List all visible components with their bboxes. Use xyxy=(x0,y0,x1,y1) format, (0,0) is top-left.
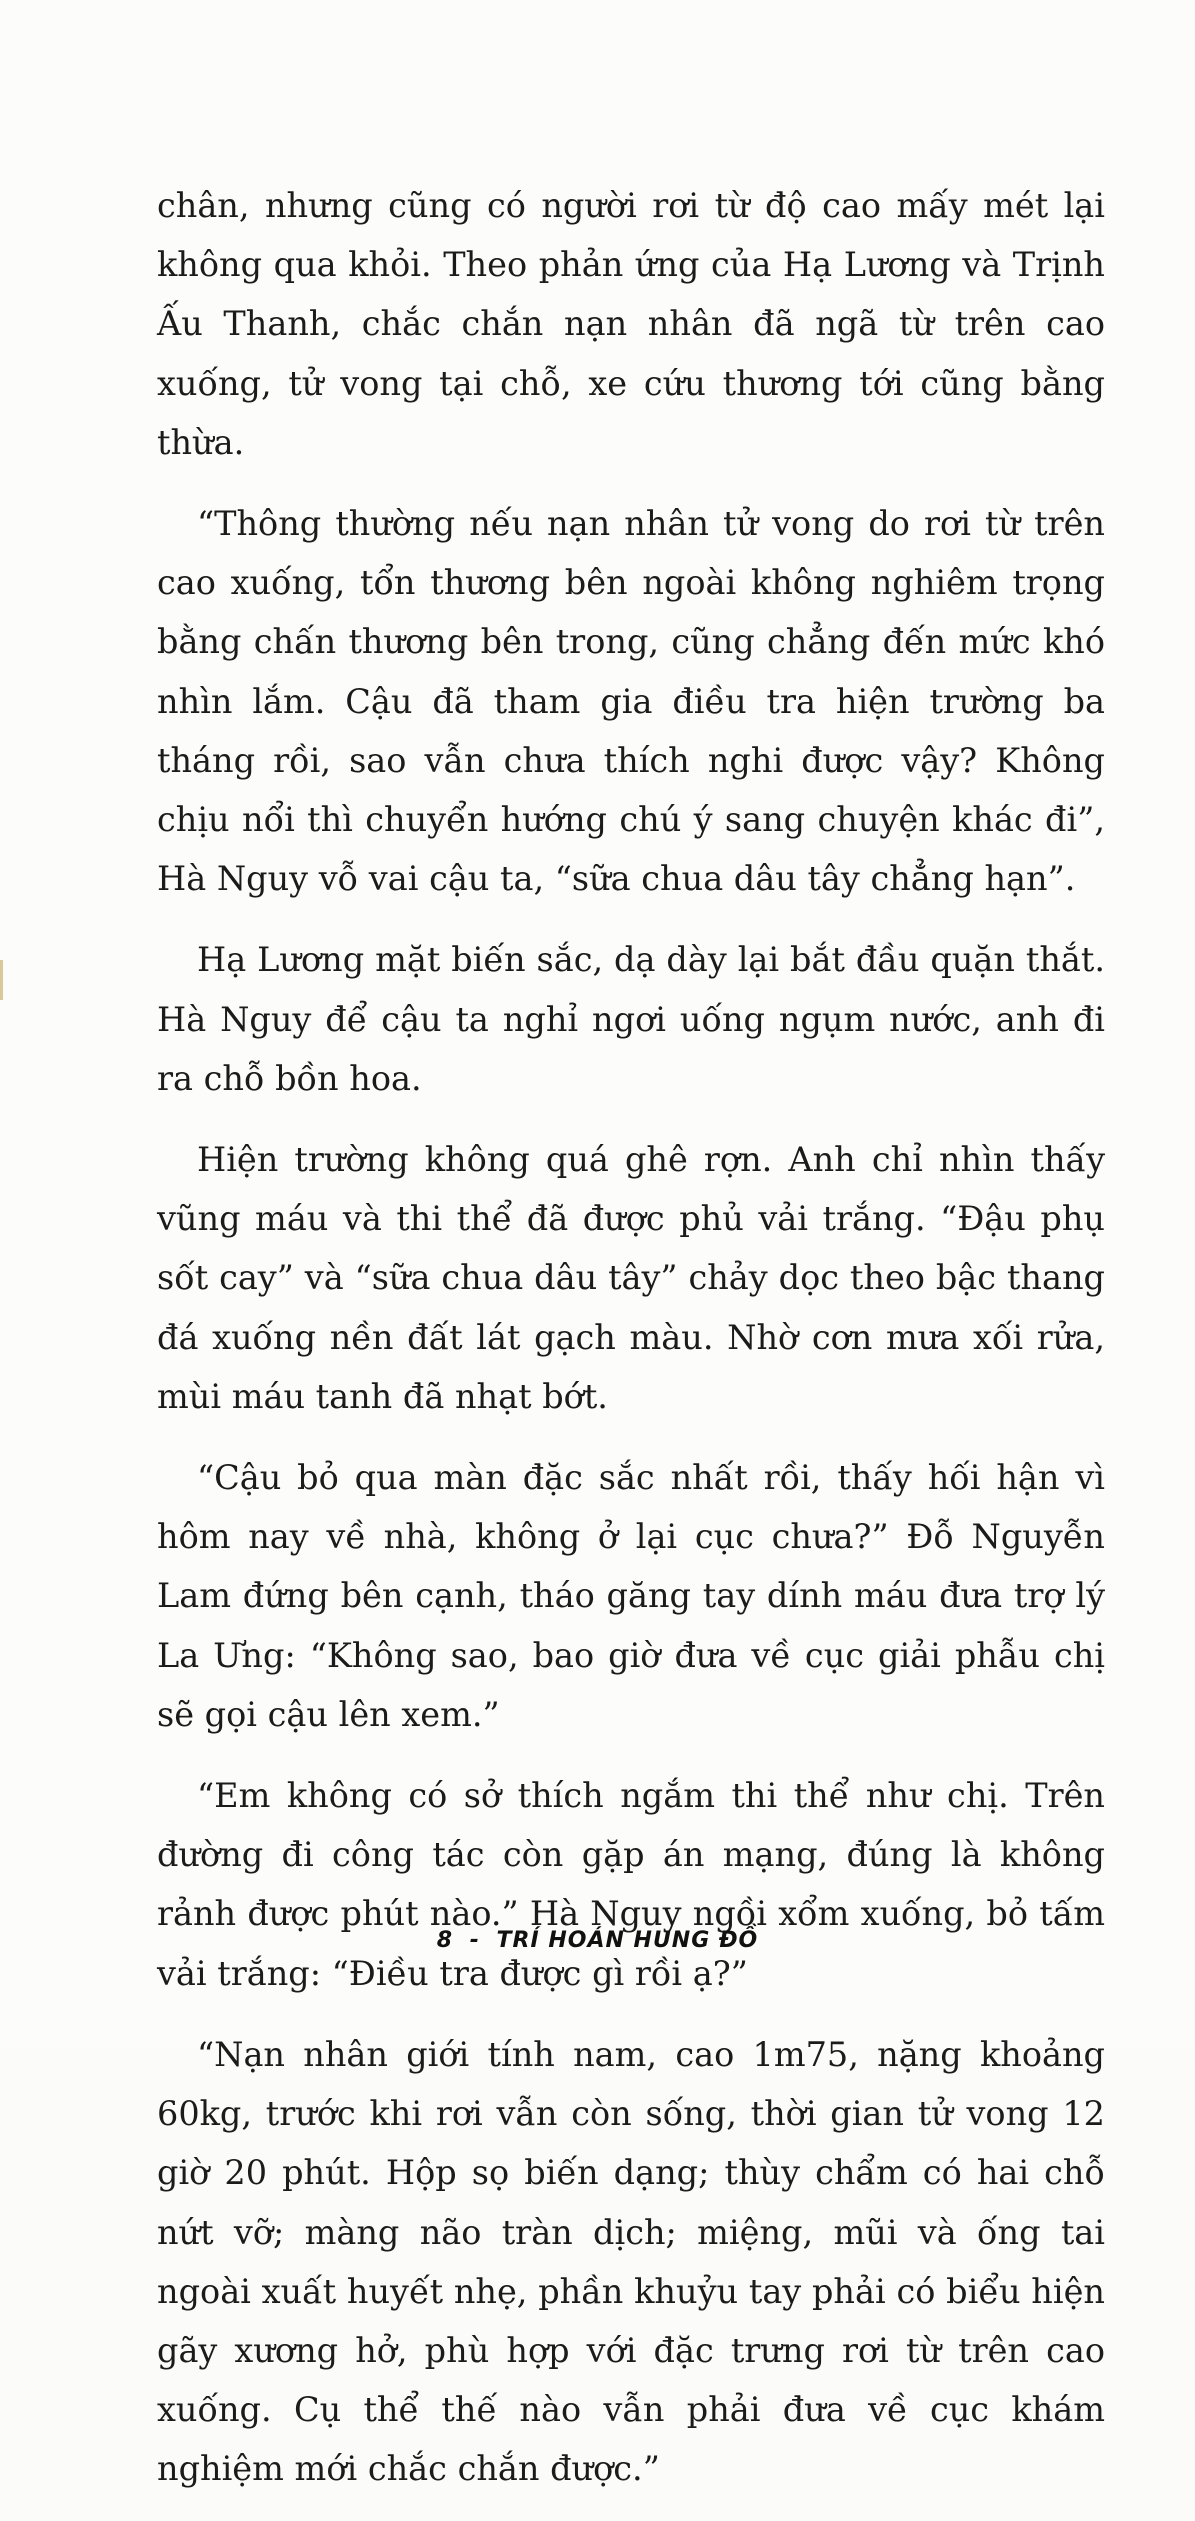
page-number: 8 xyxy=(436,1928,454,1953)
paragraph-7: “Nạn nhân giới tính nam, cao 1m75, nặng khoảng 60kg, trước khi rơi vẫn còn sống, thời gian tử vong 12 giờ 20 phút. Hộp sọ biến dạng; thùy chẩm có hai chỗ nứt vỡ; màng não tràn dịch; miệng, mũi và ống tai ngoài xuất huyết nhẹ, phần khuỷu tay phải có biểu hiện gãy xương hở, phù hợp với đặc trưng rơi từ trên cao xuống. Cụ thể thế nào vẫn phải đưa về cục khám nghiệm mới chắc chắn được.” xyxy=(157,2034,1105,2489)
page-footer xyxy=(0,1928,1195,1953)
book-title: TRÍ HOÁN HUNG ĐỒ xyxy=(496,1928,759,1953)
paragraph-4: Hiện trường không quá ghê rợn. Anh chỉ nhìn thấy vũng máu và thi thể đã được phủ vải trắng. “Đậu phụ sốt cay” và “sữa chua dâu tây” chảy dọc theo bậc thang đá xuống nền đất lát gạch màu. Nhờ cơn mưa xối rửa, mùi máu tanh đã nhạt bớt. xyxy=(157,1140,1105,1416)
paragraph-1: chân, nhưng cũng có người rơi từ độ cao mấy mét lại không qua khỏi. Theo phản ứng của Hạ Lương và Trịnh Ấu Thanh, chắc chắn nạn nhân đã ngã từ trên cao xuống, tử vong tại chỗ, xe cứu thương tới cũng bằng thừa. xyxy=(157,186,1105,462)
page-edge-mark xyxy=(0,960,3,1000)
paragraph-3: Hạ Lương mặt biến sắc, dạ dày lại bắt đầu quặn thắt. Hà Nguy để cậu ta nghỉ ngơi uống ngụm nước, anh đi ra chỗ bồn hoa. xyxy=(157,940,1105,1098)
body-text xyxy=(157,176,1105,2521)
paragraph-2: “Thông thường nếu nạn nhân tử vong do rơi từ trên cao xuống, tổn thương bên ngoài không nghiêm trọng bằng chấn thương bên trong, cũng chẳng đến mức khó nhìn lắm. Cậu đã tham gia điều tra hiện trường ba tháng rồi, sao vẫn chưa thích nghi được vậy? Không chịu nổi thì chuyển hướng chú ý sang chuyện khác đi”, Hà Nguy vỗ vai cậu ta, “sữa chua dâu tây chẳng hạn”. xyxy=(157,504,1105,899)
footer-separator: - xyxy=(469,1928,480,1953)
paragraph-5: “Cậu bỏ qua màn đặc sắc nhất rồi, thấy hối hận vì hôm nay về nhà, không ở lại cục chưa?” Đỗ Nguyễn Lam đứng bên cạnh, tháo găng tay dính máu đưa trợ lý La Ưng: “Không sao, bao giờ đưa về cục giải phẫu chị sẽ gọi cậu lên xem.” xyxy=(157,1458,1105,1734)
paragraph-6: “Em không có sở thích ngắm thi thể như chị. Trên đường đi công tác còn gặp án mạng, đúng là không rảnh được phút nào.” Hà Nguy ngồi xổm xuống, bỏ tấm vải trắng: “Điều tra được gì rồi ạ?” xyxy=(157,1776,1105,1993)
